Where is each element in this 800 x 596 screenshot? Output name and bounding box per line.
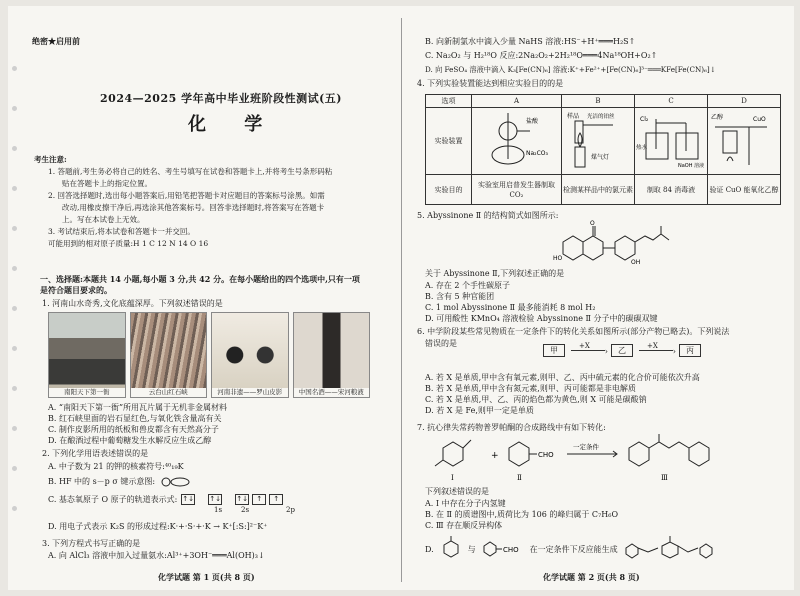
q2-options [48,461,393,532]
label-naoh: NaOH 溶液 [678,163,705,169]
q7-option-d-letter: D. [425,544,434,554]
label-cl2: Cl₂ [640,116,649,123]
orbital-box: ↑↓ [209,495,222,503]
apparatus-a [472,108,562,175]
sp-sigma-bond-icon [158,476,194,488]
label-hot-water: 热水 [636,145,648,151]
q5-option-c: C. 1 mol Abyssinone Ⅱ 最多能消耗 8 mol H₂ [425,303,596,312]
section-1-heading [40,274,390,296]
exam-title: 2024—2025 学年高中毕业班阶段性测试(五) [100,92,342,105]
q1-option-d: D. 在酿酒过程中葡萄糖发生水解反应生成乙醇 [48,436,212,445]
q5-option-b: B. 含有 5 种官能团 [425,292,495,301]
flow-arrow-label: +X [579,342,590,350]
q6-option-c: C. 若 X 是单质,甲、乙、丙的焰色都为黄色,则 X 可能是碳酸钠 [425,395,647,404]
q5-options [425,280,785,324]
page-divider [401,18,402,582]
flow-arrow: +X › [639,350,673,351]
row-label-aim: 实验目的 [426,175,472,205]
svg-text:OH: OH [631,259,641,266]
aim-c: 制取 84 消毒液 [635,175,708,205]
table-header: C [635,95,708,108]
orbital-box: ↑ [252,494,266,505]
box-jia: 甲 [543,344,565,357]
note-line: 贴在答题卡上的指定位置。 [62,179,152,188]
q6-options [425,372,790,416]
cho-group: CHO [502,546,519,554]
q7-stem: 7. 抗心律失常药物普罗帕酮的合成路线中有如下转化: [417,423,606,432]
apparatus-d [708,108,781,175]
instructions-heading: 考生注意: [34,155,67,164]
page-footer: 化学试题 第 2 页(共 8 页) [543,572,640,582]
q6-stem: 6. 中学阶段某些常见物质在一定条件下的转化关系如图所示(部分产物已略去)。下列说法 [417,327,730,336]
q5-stem: 5. Abyssinone Ⅱ 的结构简式如图所示: [417,211,559,220]
label-na2co3: Na₂CO₃ [525,150,548,157]
photo-caption: 河南非遗——罗山皮影 [212,388,288,397]
svg-text:+: + [491,451,499,461]
exam-sheet [8,6,794,590]
q1-option-b: B. 红石峡里面的岩石显红色,与氧化铁含量高有关 [48,414,222,423]
svg-text:O: O [590,220,595,227]
svg-text:HO: HO [553,255,563,262]
cho-group: CHO [538,451,554,459]
q6-option-a: A. 若 X 是单质,甲中含有氧元素,则甲、乙、丙中硫元素的化合价可能依次升高 [425,373,700,382]
section-1-heading-line1: 一、选择题:本题共 14 小题,每小题 3 分,共 42 分。在每小题给出的四个选项中,只有一项 [40,274,360,284]
flame-test-icon [563,109,633,171]
kipp-generator-icon [482,109,552,171]
subject-title: 化 学 [188,114,279,135]
abyssinone-structure [553,218,703,266]
q7-option-a: A. Ⅰ 中存在分子内氢键 [425,499,506,508]
q2-option-d: D. 用电子式表示 K₂S 的形成过程:K·+·S·+·K → K⁺[:S:]²⁻K⁺ [48,522,268,531]
q3-option-d: D. 向 FeSO₄ 溶液中滴入 K₃[Fe(CN)₆] 溶液:K⁺+Fe²⁺+[Fe(CN)₆]³⁻═══KFe[Fe(CN)₆]↓ [425,65,716,74]
photo-caption: 中国名酒——宋河粮液 [294,388,370,397]
q5-option-d: D. 可用酸性 KMnO₄ 溶液检验 Abyssinone Ⅱ 分子中的碳碳双键 [425,314,658,323]
q2-option-a: A. 中子数为 21 的钾的核素符号:⁴⁰₁₉K [48,462,184,471]
compound-label-ii: Ⅱ [517,474,522,482]
orbital-box: ↑↓ [182,495,195,503]
instructions [34,154,388,250]
q1-option-a: A. “南阳天下第一衙”所用瓦片属于无机非金属材料 [48,403,228,412]
photo-red-stone-gorge [130,312,208,398]
label-hcl: 盐酸 [525,118,538,125]
orbital-labels [48,505,393,517]
page-footer: 化学试题 第 1 页(共 8 页) [158,572,255,582]
compound-label-i: Ⅰ [451,474,454,482]
orbital-diagram [181,494,283,505]
label-cuo: CuO [753,116,766,123]
photo-shadow-puppet [211,312,289,398]
orbital-box: ↑↓ [236,495,249,503]
page-1 [8,6,401,590]
q7-lead: 下列叙述错误的是 [425,487,489,496]
orbital-box: ↑ [269,494,283,505]
table-header: 选项 [426,95,472,108]
note-line: 改动,用橡皮擦干净后,再选涂其他答案标号。回答非选择题时,将答案写在答题卡 [62,203,325,212]
label-gas-lamp: 煤气灯 [591,154,610,161]
flow-arrow: +X › [571,350,605,351]
page-2 [403,6,794,590]
q1-stem: 1. 河南山水奇秀,文化底蕴深厚。下列叙述错误的是 [42,299,223,308]
cyclohexanone-structure [438,536,464,562]
q1-option-c: C. 制作皮影所用的纸板和兽皮都含有天然高分子 [48,425,219,434]
q1-photos [48,312,370,398]
q3-stem: 3. 下列方程式书写正确的是 [42,539,141,548]
q3-option-a: A. 向 AlCl₃ 溶液中加入过量氨水:Al³⁺+3OH⁻═══Al(OH)₃↓ [48,551,265,560]
note-line: 可能用到的相对原子质量:H 1 C 12 N 14 O 16 [48,239,209,248]
q7-option-b: B. 在 Ⅱ 的质谱图中,质荷比为 106 的峰归属于 C₇H₆O [425,510,618,519]
q5-option-a: A. 存在 2 个手性碳原子 [425,281,511,290]
dibenzylidene-product-structure [622,534,732,564]
photo-caption: 南阳天下第一衙 [49,388,125,397]
q7-option-c: C. Ⅲ 存在顺反异构体 [425,521,503,530]
q2-stem: 2. 下列化学用语表述错误的是 [42,449,149,458]
note-line: 3. 考试结束后,将本试卷和答题卡一并交回。 [48,227,195,236]
q2-option-c [48,494,393,505]
section-1-heading-line2: 是符合题目要求的。 [40,285,112,295]
table-header: B [562,95,635,108]
q2-option-b [48,476,393,488]
cuo-oxidation-icon [709,109,779,171]
q7-reaction-scheme [433,434,773,484]
label-sample: 样品 [567,113,580,120]
note-line: 1. 答题前,考生务必将自己的姓名、考生号填写在试卷和答题卡上,并将考生号条形码粘 [48,167,333,176]
label-ethanol: 乙醇 [711,114,724,121]
table-header: D [708,95,781,108]
note-line: 2. 回答选择题时,选出每小题答案后,用铅笔把答题卡对应题目的答案标号涂黑。如需 [48,191,325,200]
label-platinum-wire: 光洁的铂丝 [587,114,615,120]
row-label-apparatus: 实验装置 [426,108,472,175]
aim-d: 验证 CuO 能氧化乙醇 [708,175,781,205]
q4-stem: 4. 下列实验装置能达到相应实验目的的是 [417,79,564,88]
orbital-label-2p: 2p [286,506,295,514]
photo-nanyang-yamen [48,312,126,398]
orbital-label-1s: 1s [214,506,223,514]
reaction-condition: 一定条件 [573,443,599,451]
q4-experiment-table [425,94,781,205]
q2-option-c-text: C. 基态氧原子 O 原子的轨道表示式: [48,495,178,504]
q1-options [48,402,393,446]
q7-options [425,498,785,531]
q7-option-d-and: 与 [467,544,476,554]
orbital-label-2s: 2s [241,506,250,514]
apparatus-b [562,108,635,175]
box-bing: 丙 [679,344,701,357]
note-line: 上。写在本试卷上无效。 [62,215,145,224]
photo-liquor-bottle [293,312,371,398]
q6-flow-diagram [543,344,701,357]
aim-a: 实验室用启普发生器制取 CO₂ [472,175,562,205]
q6-option-b: B. 若 X 是单质,甲中含有氮元素,则甲、丙可能都是非电解质 [425,384,636,393]
q2-option-b-text: B. HF 中的 s－p σ 键示意图: [48,477,156,486]
secret-mark: 绝密★启用前 [32,36,80,46]
compound-label-iii: Ⅲ [661,474,668,482]
apparatus-c [635,108,708,175]
q7-option-d [425,534,732,564]
aim-b: 检测某样品中的氯元素 [562,175,635,205]
q3-option-b: B. 向新制氯水中滴入少量 NaHS 溶液:HS⁻+H⁺═══H₂S↑ [425,37,636,46]
q6-stem-2: 错误的是 [425,339,457,348]
table-header: A [472,95,562,108]
q5-lead: 关于 Abyssinone Ⅱ,下列叙述正确的是 [425,269,565,278]
flow-arrow-label: +X [647,342,658,350]
benzaldehyde-structure [480,539,526,559]
photo-caption: 云台山红石峡 [131,388,207,397]
box-yi: 乙 [611,344,633,357]
q3-option-c: C. Na₂O₂ 与 H₂¹⁸O 反应:2Na₂O₂+2H₂¹⁸O═══4Na¹⁸OH+O₂↑ [425,51,658,60]
electrolysis-setup-icon [636,109,706,171]
q6-option-d: D. 若 X 是 Fe,则甲一定是单质 [425,406,534,415]
q7-option-d-text: 在一定条件下反应能生成 [529,544,618,554]
